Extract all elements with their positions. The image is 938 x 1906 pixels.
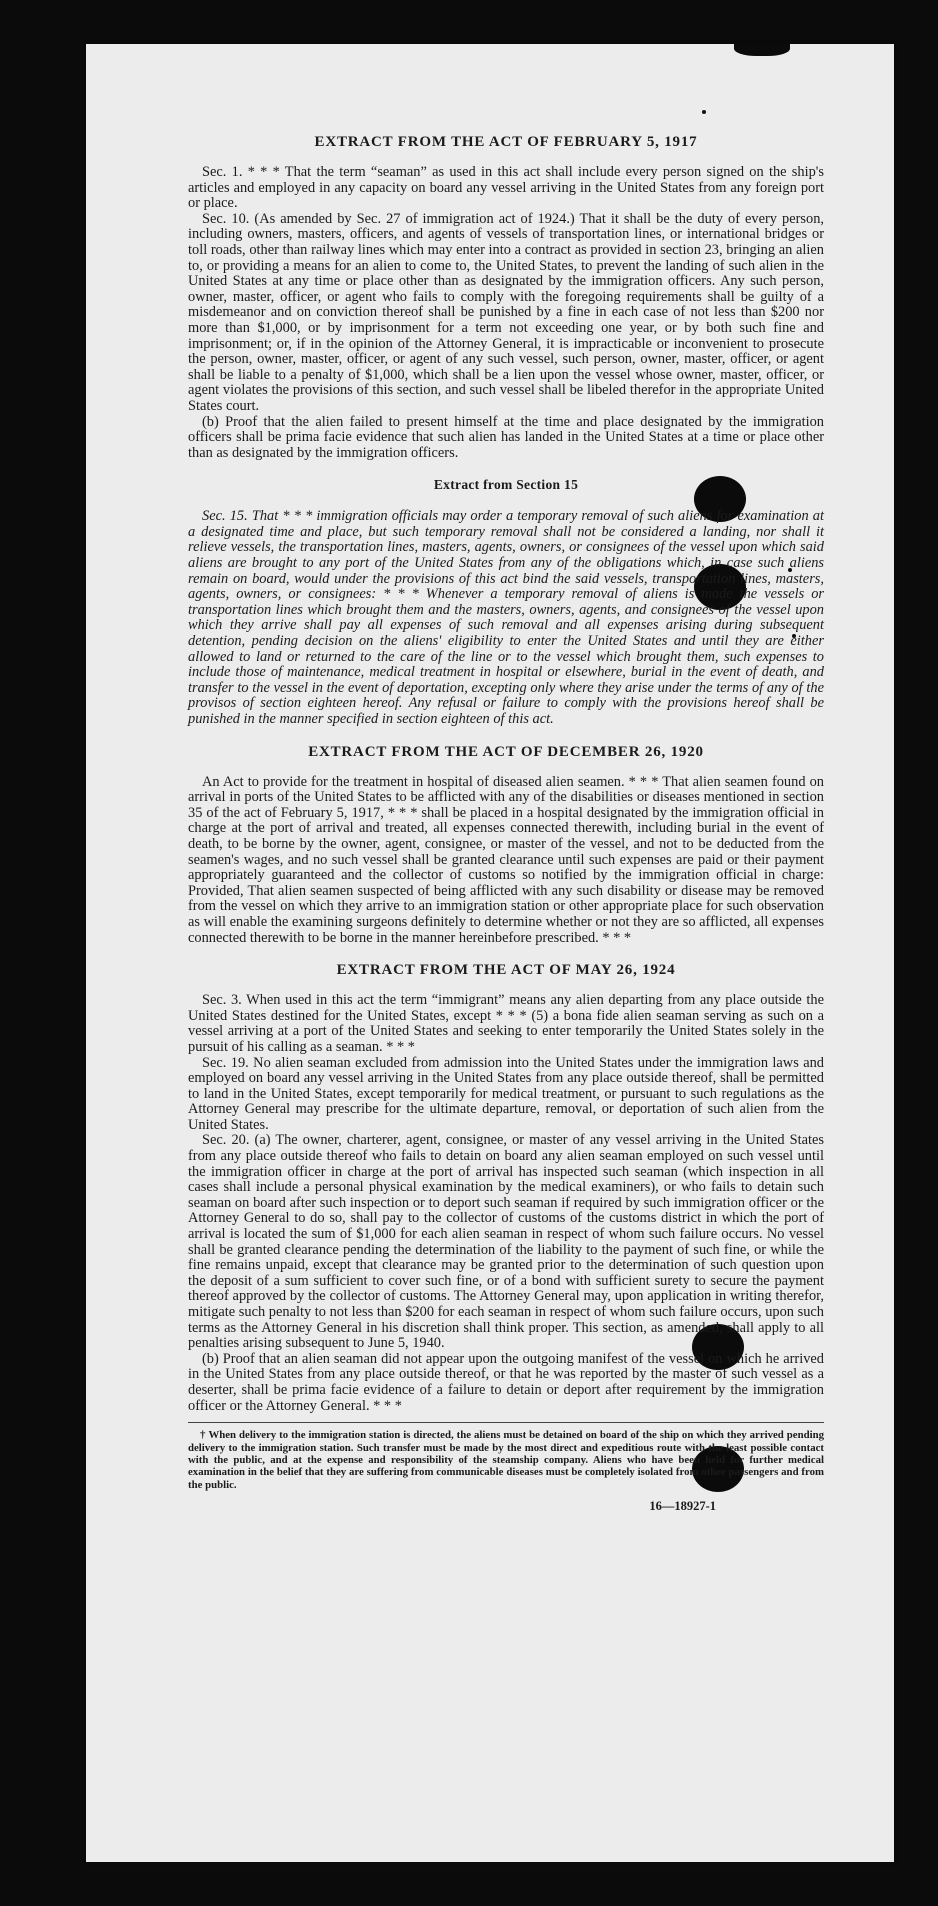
heading-act-1920: EXTRACT FROM THE ACT OF DECEMBER 26, 1920: [308, 743, 704, 760]
tape-mark: [734, 44, 790, 56]
heading-section-15: Extract from Section 15: [433, 477, 579, 493]
form-number: 16—18927-1: [649, 1499, 716, 1514]
section-10-b: (b) Proof that the alien failed to present himself at the time and place designated by the immigration officers shall be prima facie evidence that such alien has landed in the United States at a time or place other than as designated by the immigration officers.: [188, 413, 824, 461]
section-19: Sec. 19. No alien seaman excluded from admission into the United States under the immigration laws and employed on board any vessel arriving in the United States from any place outside thereof, shall be permitted to land in the United States, except temporarily for medical treatment, or pursuant to such regulations as the Attorney General may prescribe for the ultimate departure, removal, or deportation of such alien from the United States.: [188, 1054, 824, 1133]
footnote-rule: [188, 1422, 824, 1423]
document-page: [86, 44, 894, 1862]
footnote: [188, 1429, 824, 1491]
section-10: Sec. 10. (As amended by Sec. 27 of immigration act of 1924.) That it shall be the duty of every person, including owners, masters, officers, and agents of vessels of transportation lines, or international bridges or toll roads, other than railway lines which may enter into a contract as provided in section 23, bringing an alien to, or providing a means for an alien to come to, the United States, to prevent the landing of such alien in the United States at any time or place other than as designated by the immigration officers. Any such person, owner, master, officer, or agent who fails to comply with the foregoing requirements shall be guilty of a misdemeanor and on conviction thereof shall be punished by a fine in each case of not less than $200 nor more than $1,000, or by imprisonment for a term not exceeding one year, or by both such fine and imprisonment; or, if in the opinion of the Attorney General, it is impracticable or inconvenient to prosecute the person, owner, master, officer, or agent of any such vessel, such person, owner, master, officer, or agent shall be liable to a penalty of $1,000, which shall be a lien upon the vessel whose owner, master, officer, or agent violates the provisions of this section, and such vessel shall be libeled therefor in the appropriate United States court.: [188, 210, 824, 414]
act-1920-text: An Act to provide for the treatment in hospital of diseased alien seamen. * * * That alien seamen found on arrival in ports of the United States to be afflicted with any of the disabilities or diseases mentioned in section 35 of the act of February 5, 1917, * * * shall be placed in a hospital designated by the immigration official in charge at the port of arrival and treated, all expenses connected therewith, including burial in the event of death, to be borne by the owner, agent, consignee, or master of the vessel, and not to be deducted from the seamen's wages, and no such vessel shall be granted clearance until such expenses are paid or their payment appropriately guaranteed and the collector of customs so notified by the immigration official in charge: Provided, That alien seamen suspected of being afflicted with any such disability or disease may be removed from the vessel on which they arrive to an immigration station or other appropriate place for such observation as will enable the examining surgeons definitely to determine whether or not they are so afflicted, all expenses connected therewith to be borne in the manner hereinbefore prescribed. * * *: [188, 773, 824, 946]
heading-act-1924: EXTRACT FROM THE ACT OF MAY 26, 1924: [336, 962, 676, 979]
section-20-a: Sec. 20. (a) The owner, charterer, agent, consignee, or master of any vessel arriving in the United States from any place outside thereof who fails to detain on board any alien seaman employed on such vessel until the immigration officer in charge at the port of arrival has inspected such seaman (which inspection in all cases shall include a personal physical examination by the medical examiners), or who fails to detain such seaman on board after such inspection or to deport such seaman if required by such immigration officer or the Attorney General to do so, shall pay to the collector of customs of the customs district in which the port of arrival is located the sum of $1,000 for each alien seaman in respect of whom such failure occurs. No vessel shall be granted clearance pending the determination of the liability to the payment of such fine, or while the fine remains unpaid, except that clearance may be granted prior to the determination of such question upon the deposit of a sum sufficient to cover such fine, or of a bond with sufficient surety to secure the payment thereof approved by the collector of customs. The Attorney General may, upon application in writing therefor, mitigate such penalty to not less than $200 for each seaman in respect of whom such failure occurs, upon such terms as the Attorney General in his discretion shall think proper. This section, as amended, shall apply to all penalties arising subsequent to June 5, 1940.: [188, 1132, 824, 1352]
heading-act-1917: EXTRACT FROM THE ACT OF FEBRUARY 5, 1917: [314, 134, 698, 150]
section-15: Sec. 15. That * * * immigration officials may order a temporary removal of such aliens for examination at a designated time and place, but such temporary removal shall not be considered a landing, nor shall it relieve vessels, the transportation lines, masters, agents, owners, or consignees of the vessel upon which said aliens are brought to any port of the United States from any of the obligations which, in case such aliens remain on board, would under the provisions of this act bind the said vessels, transportation lines, masters, agents, owners, or consignees: * * * Whenever a temporary removal of aliens is made the vessels or transportation lines which brought them and the masters, owners, agents, and consignees of the vessel upon which they arrive shall pay all expenses of such removal and all expenses arising during subsequent detention, pending decision on the aliens' eligibility to enter the United States and until they are either allowed to land or returned to the care of the line or to the vessel which brought them, such expenses to include those of maintenance, medical treatment in hospital or elsewhere, burial in the event of death, and transfer to the vessel in the event of deportation, excepting only where they arise under the terms of any of the provisos of section eighteen hereof. Any refusal or failure to comply with the provisions hereof shall be punished in the manner specified in section eighteen of this act.: [188, 508, 824, 727]
footnote-text: † When delivery to the immigration station is directed, the aliens must be detained on board of the ship on which they arrived pending delivery to the immigration station. Such transfer must be made by the most direct and expeditious route with the least possible contact with the public, and at the expense and responsibility of the steamship company. Aliens who have been held for further medical examination in the belief that they are suffering from communicable diseases must be completely isolated from other passengers and from the public.: [188, 1429, 824, 1491]
section-1: Sec. 1. * * * That the term “seaman” as used in this act shall include every person signed on the ship's articles and employed in any capacity on board any vessel arriving in the United States from any foreign port or place.: [188, 164, 824, 212]
speck: [702, 110, 706, 114]
document-body: [188, 134, 824, 1514]
section-20-b: (b) Proof that an alien seaman did not appear upon the outgoing manifest of the vessel on which he arrived in the United States from any place outside thereof, or that he was reported by the master of such vessel as a deserter, shall be prima facie evidence of a failure to detain or deport after requirement by the immigration officer or the Attorney General. * * *: [188, 1350, 824, 1414]
section-3: Sec. 3. When used in this act the term “immigrant” means any alien departing from any place outside the United States destined for the United States, except * * * (5) a bona fide alien seaman serving as such on a vessel arriving at a port of the United States and seeking to enter temporarily the United States solely in the pursuit of his calling as a seaman. * * *: [188, 992, 824, 1055]
